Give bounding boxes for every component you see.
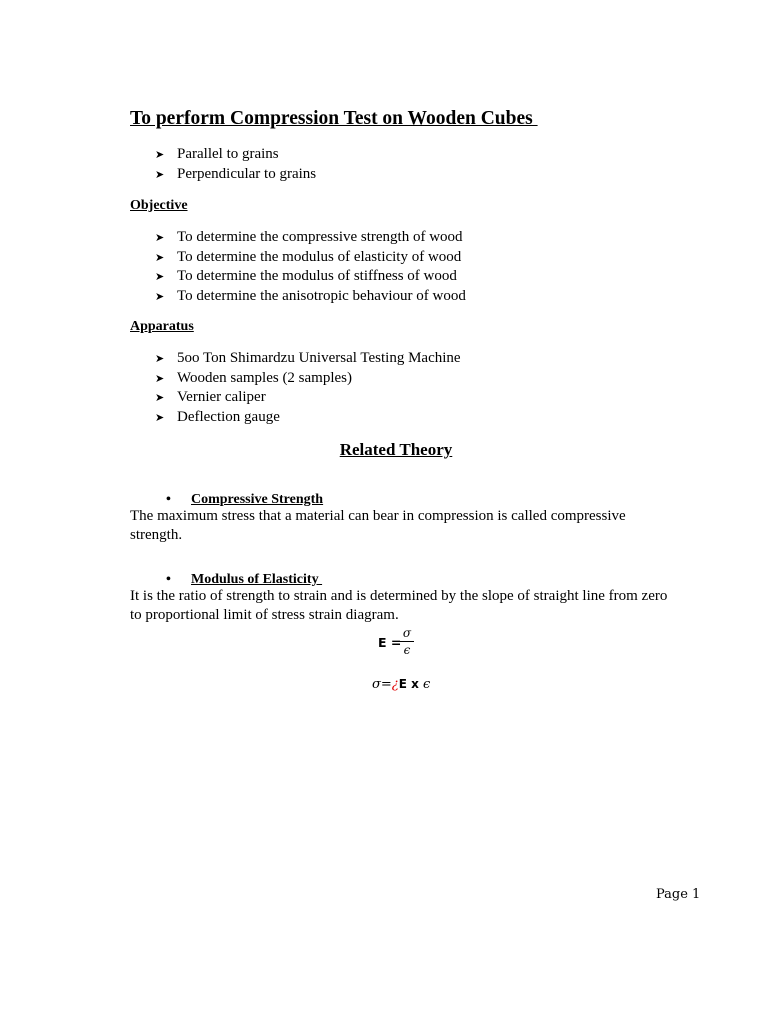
arrowhead-icon: ➤ xyxy=(155,352,165,365)
compressive-strength-heading: • Compressive Strength xyxy=(166,492,324,507)
fraction-bar xyxy=(400,641,414,642)
bullet-dot-icon: • xyxy=(166,572,171,587)
page-number: Page 1 xyxy=(656,887,701,902)
test-types-list xyxy=(155,145,316,184)
formula-numerator: σ xyxy=(402,626,412,640)
compressive-strength-paragraph: The maximum stress that a material can bear in compression is called compressive strength. xyxy=(130,508,626,543)
list-item: ➤ To determine the compressive strength of wood xyxy=(155,228,466,248)
list-item: ➤ To determine the modulus of elasticity of wood xyxy=(155,248,466,268)
arrowhead-icon: ➤ xyxy=(155,410,165,424)
arrowhead-icon: ➤ xyxy=(155,231,165,244)
list-item: ➤ Perpendicular to grains xyxy=(155,165,316,185)
arrowhead-icon: ➤ xyxy=(155,250,165,264)
arrowhead-icon: ➤ xyxy=(155,391,165,404)
apparatus-list xyxy=(155,349,461,427)
list-item: ➤ Vernier caliper xyxy=(155,388,461,408)
objective-list xyxy=(155,228,466,306)
list-item: ➤ To determine the anisotropic behaviour of wood xyxy=(155,287,466,307)
list-item: ➤ Deflection gauge xyxy=(155,408,461,428)
bullet-dot-icon: • xyxy=(166,492,171,507)
arrowhead-icon: ➤ xyxy=(155,289,165,303)
objective-heading: Objective xyxy=(130,198,188,213)
apparatus-heading: Apparatus xyxy=(130,319,194,334)
list-item: ➤ 5oo Ton Shimardzu Universal Testing Machine xyxy=(155,349,461,369)
related-theory-heading: Related Theory xyxy=(339,440,453,459)
elasticity-formula xyxy=(378,626,438,662)
arrowhead-icon: ➤ xyxy=(155,148,165,161)
modulus-of-elasticity-heading: • Modulus of Elasticity xyxy=(166,572,323,587)
formula-lhs: E = xyxy=(378,635,402,650)
arrowhead-icon: ➤ xyxy=(155,270,165,283)
list-item: ➤ Parallel to grains xyxy=(155,145,316,165)
stress-formula: σ=¿E x ϵ xyxy=(372,677,431,692)
document-title: To perform Compression Test on Wooden Cubes xyxy=(130,108,538,129)
list-item: ➤ To determine the modulus of stiffness of wood xyxy=(155,267,466,287)
list-item: ➤ Wooden samples (2 samples) xyxy=(155,369,461,389)
arrowhead-icon: ➤ xyxy=(155,371,165,385)
arrowhead-icon: ➤ xyxy=(155,167,165,181)
formula-denominator: ϵ xyxy=(403,643,411,657)
modulus-of-elasticity-paragraph: It is the ratio of strength to strain and is determined by the slope of straight line from zero to proportional limit of stress strain diagram. xyxy=(130,588,668,623)
formula-fraction xyxy=(400,626,414,657)
